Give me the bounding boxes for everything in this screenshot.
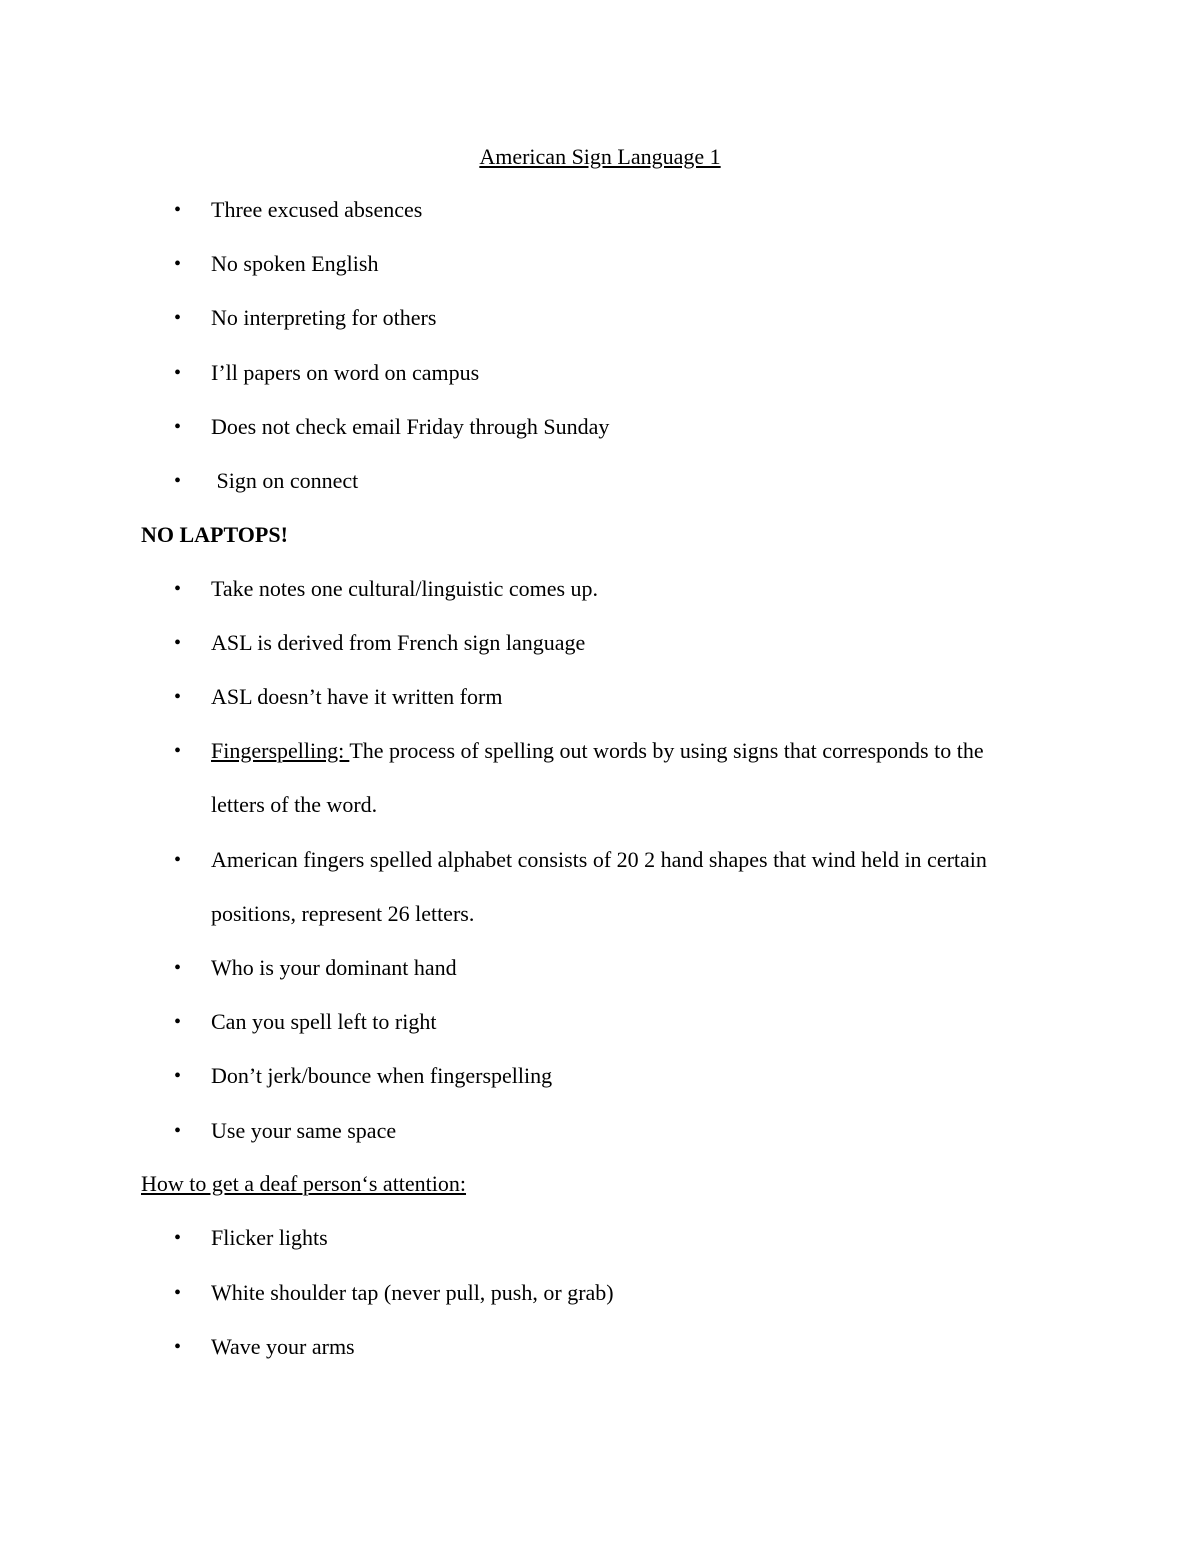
fingerspelling-term: Fingerspelling: xyxy=(211,738,350,763)
bullet-icon: • xyxy=(174,632,182,654)
note-item: Can you spell left to right xyxy=(211,1009,437,1034)
fingerspelling-definition: The process of spelling out words by using signs that corresponds to the xyxy=(349,738,984,763)
bullet-icon: • xyxy=(174,1120,182,1142)
bullet-icon: • xyxy=(174,1011,182,1033)
bullet-icon: • xyxy=(174,199,182,221)
rule-item: Three excused absences xyxy=(211,197,423,222)
note-item: Use your same space xyxy=(211,1118,397,1143)
note-item: ASL is derived from French sign language xyxy=(211,630,586,655)
bullet-icon: • xyxy=(174,362,182,384)
rule-item: No spoken English xyxy=(211,251,379,276)
rule-item: I’ll papers on word on campus xyxy=(211,360,480,385)
fingerspelling-definition-continued: letters of the word. xyxy=(211,792,378,817)
note-item: Don’t jerk/bounce when fingerspelling xyxy=(211,1063,553,1088)
bullet-icon: • xyxy=(174,686,182,708)
attention-item: Flicker lights xyxy=(211,1225,328,1250)
bullet-icon: • xyxy=(174,578,182,600)
alphabet-item-continued: positions, represent 26 letters. xyxy=(211,901,475,926)
bullet-icon: • xyxy=(174,1282,182,1304)
rule-item: Sign on connect xyxy=(211,468,359,493)
document-title: American Sign Language 1 xyxy=(479,144,721,169)
note-item: Who is your dominant hand xyxy=(211,955,457,980)
warning-heading: NO LAPTOPS! xyxy=(141,522,288,547)
note-item: ASL doesn’t have it written form xyxy=(211,684,503,709)
attention-heading: How to get a deaf person‘s attention: xyxy=(141,1171,467,1196)
rule-item: No interpreting for others xyxy=(211,305,437,330)
bullet-icon: • xyxy=(174,1065,182,1087)
attention-item: White shoulder tap (never pull, push, or grab) xyxy=(211,1280,614,1305)
bullet-icon: • xyxy=(174,416,182,438)
alphabet-item: American fingers spelled alphabet consists of 20 2 hand shapes that wind held in certain xyxy=(211,847,987,872)
bullet-icon: • xyxy=(174,849,182,871)
bullet-icon: • xyxy=(174,253,182,275)
bullet-icon: • xyxy=(174,1227,182,1249)
fingerspelling-item xyxy=(211,736,984,766)
note-item: Take notes one cultural/linguistic comes up. xyxy=(211,576,599,601)
bullet-icon: • xyxy=(174,470,182,492)
attention-item: Wave your arms xyxy=(211,1334,355,1359)
bullet-icon: • xyxy=(174,1336,182,1358)
bullet-icon: • xyxy=(174,307,182,329)
rule-item: Does not check email Friday through Sunday xyxy=(211,414,610,439)
bullet-icon: • xyxy=(174,740,182,762)
bullet-icon: • xyxy=(174,957,182,979)
